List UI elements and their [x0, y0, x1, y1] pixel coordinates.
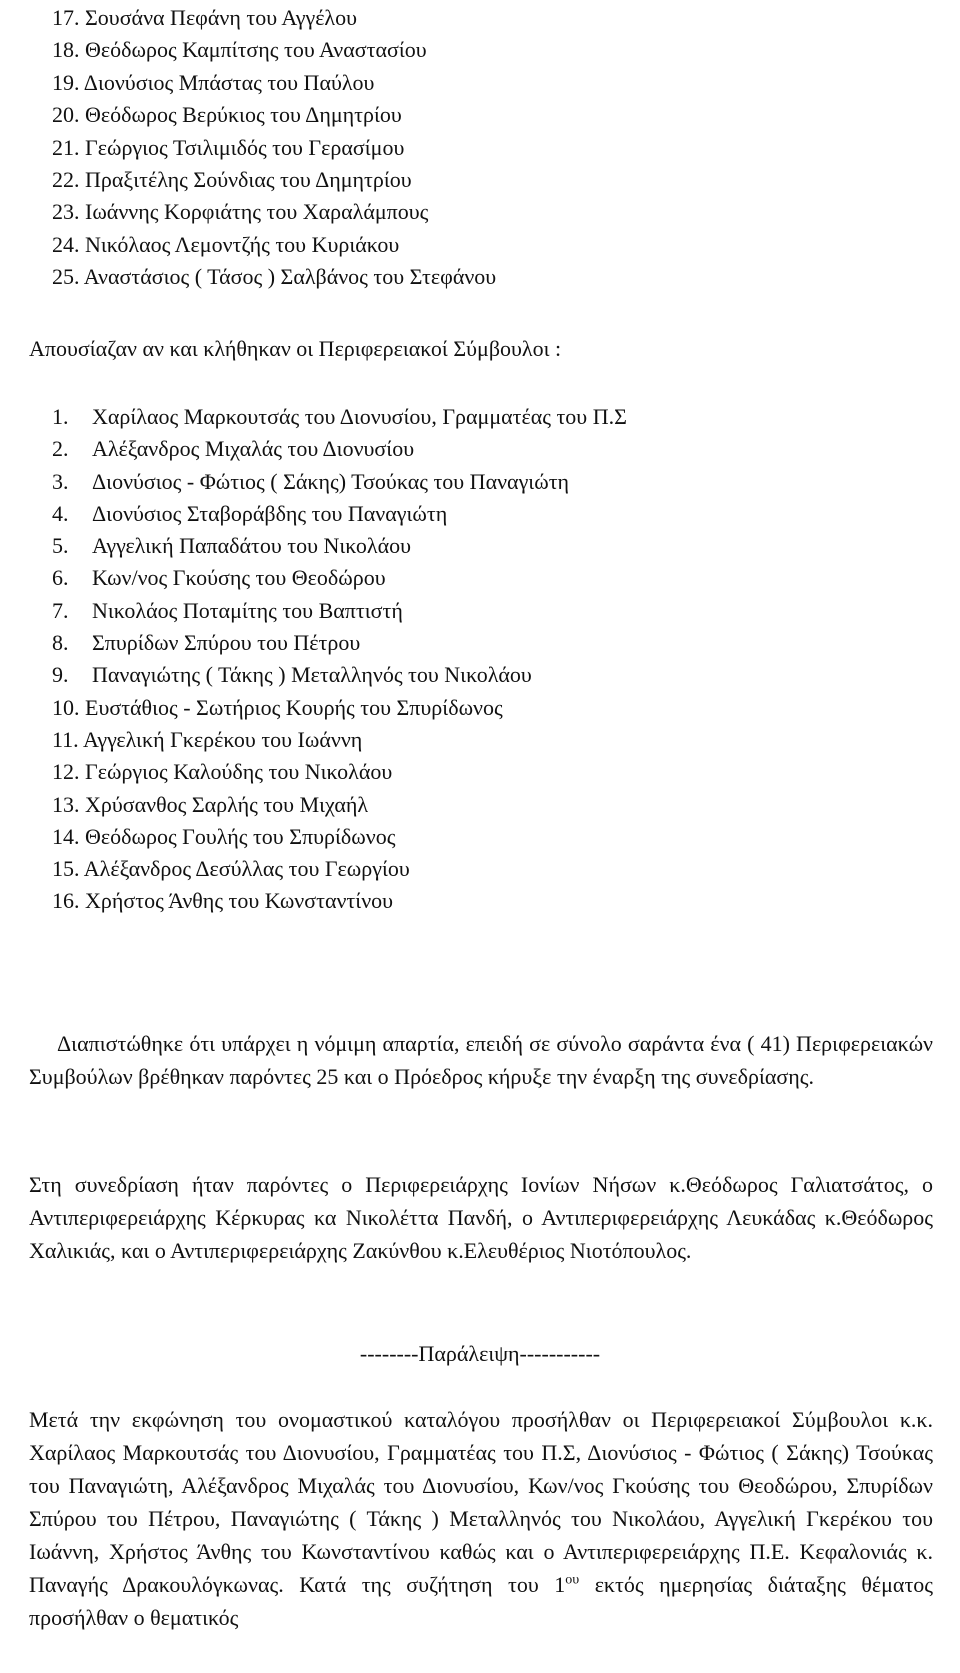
list-item: 24. Νικόλαος Λεμοντζής του Κυριάκου — [52, 231, 400, 257]
list-item: 4. Διονύσιος Σταβοράβδης του Παναγιώτη — [52, 500, 448, 526]
list-item: 21. Γεώργιος Τσιλιμιδός του Γερασίμου — [52, 134, 405, 160]
list-item: 9. Παναγιώτης ( Τάκης ) Μεταλληνός του Νικολάου — [52, 662, 532, 688]
list-item: 8. Σπυρίδων Σπύρου του Πέτρου — [52, 630, 361, 656]
list-item: 23. Ιωάννης Κορφιάτης του Χαραλάμπους — [52, 199, 429, 225]
list-item: 17. Σουσάνα Πεφάνη του Αγγέλου — [52, 5, 357, 30]
list-item: 25. Αναστάσιος ( Τάσος ) Σαλβάνος του Στεφάνου — [52, 264, 497, 290]
absent-councillors-heading: Απουσίαζαν αν και κλήθηκαν οι Περιφερειακοί Σύμβουλοι : — [29, 336, 562, 361]
list-item: 10. Ευστάθιος - Σωτήριος Κουρής του Σπυρίδωνος — [52, 694, 503, 720]
present-councillors-list — [52, 2, 496, 294]
list-item: 22. Πραξιτέλης Σούνδιας του Δημητρίου — [52, 166, 412, 192]
list-item: 13. Χρύσανθος Σαρλής του Μιχαήλ — [52, 791, 369, 817]
list-item: 16. Χρήστος Άνθης του Κωνσταντίνου — [52, 888, 394, 914]
list-item: 3. Διονύσιος - Φώτιος ( Σάκης) Τσούκας του Παναγιώτη — [52, 468, 570, 494]
omission-marker: --------Παράλειψη----------- — [359, 1341, 601, 1366]
ordinal-superscript: ου — [565, 1572, 580, 1588]
list-item: 19. Διονύσιος Μπάστας του Παύλου — [52, 69, 375, 95]
list-item: 6. Κων/νος Γκούσης του Θεοδώρου — [52, 565, 386, 591]
list-item: 14. Θεόδωρος Γουλής του Σπυρίδωνος — [52, 823, 396, 849]
list-item: 12. Γεώργιος Καλούδης του Νικολάου — [52, 759, 393, 785]
list-item: 18. Θεόδωρος Καμπίτσης του Αναστασίου — [52, 37, 427, 63]
absent-councillors-list — [52, 401, 627, 918]
list-item: 7. Νικολάος Ποταμίτης του Βαπτιστή — [52, 597, 403, 623]
list-item: 2. Αλέξανδρος Μιχαλάς του Διονυσίου — [52, 436, 415, 462]
list-item: 20. Θεόδωρος Βερύκιος του Δημητρίου — [52, 102, 402, 128]
list-item: 15. Αλέξανδρος Δεσύλλας του Γεωργίου — [52, 856, 410, 882]
list-item: 1. Χαρίλαος Μαρκουτσάς του Διονυσίου, Γραμματέας του Π.Σ — [52, 404, 627, 429]
quorum-paragraph: Διαπιστώθηκε ότι υπάρχει η νόμιμη απαρτία, επειδή σε σύνολο σαράντα ένα ( 41) Περιφερειακών Συμβούλων βρέθηκαν παρόντες 25 και ο Πρόεδρος κήρυξε την έναρξη της συνεδρίασης. — [29, 1031, 933, 1089]
list-item: 11. Αγγελική Γκερέκου του Ιωάννη — [52, 726, 363, 752]
attendance-paragraph: Στη συνεδρίαση ήταν παρόντες ο Περιφερειάρχης Ιονίων Νήσων κ.Θεόδωρος Γαλιατσάτος, ο Αντιπεριφερειάρχης Κέρκυρας κα Νικολέττα Πανδή, ο Αντιπεριφερειάρχης Λευκάδας κ.Θεόδωρος Χαλικιάς, και ο Αντιπεριφερειάρχης Ζακύνθου κ.Ελευθέριος Νιοτόπουλος. — [29, 1172, 933, 1263]
late-arrivals-paragraph: Μετά την εκφώνηση του ονομαστικού καταλόγου προσήλθαν οι Περιφερειακοί Σύμβουλοι κ.κ. Χαρίλαος Μαρκουτσάς του Διονυσίου, Γραμματέας του Π.Σ, Διονύσιος - Φώτιος ( Σάκης) Τσούκας του Παναγιώτη, Αλέξανδρος Μιχαλάς του Διονυσίου, Κων/νος Γκούσης του Θεοδώρου, Σπυρίδων Σπύρου του Πέτρου, Παναγιώτης ( Τάκης ) Μεταλληνός του Νικολάου, Αγγελική Γκερέκου του Ιωάννη, Χρήστος Άνθης του Κωνσταντίνου καθώς και ο Αντιπεριφερειάρχης Π.Ε. Κεφαλονιάς κ. Παναγής Δρακουλόγκωνας. Κατά της συζήτηση του $1^{o\upsilon}$ εκτός ημερησίας διάταξης θέματος προσήλθαν ο θεματικός — [29, 1407, 933, 1630]
list-item: 5. Αγγελική Παπαδάτου του Νικολάου — [52, 533, 411, 559]
